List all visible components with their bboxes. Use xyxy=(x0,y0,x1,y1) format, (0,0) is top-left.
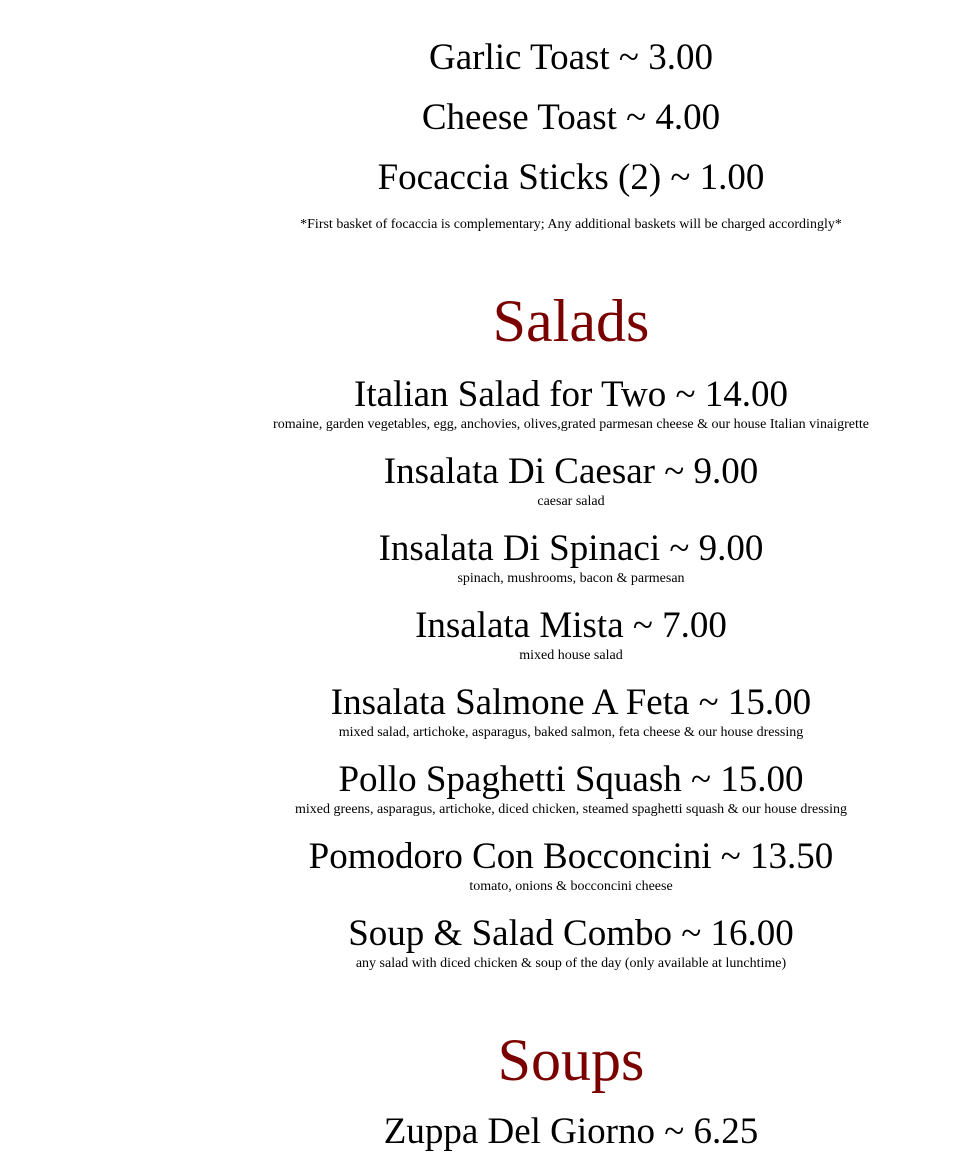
section-heading-salads: Salads xyxy=(492,288,650,354)
menu-item-description: spinach, mushrooms, bacon & parmesan xyxy=(457,571,685,586)
menu-item-description: caesar salad xyxy=(537,494,605,509)
menu-item-title: Insalata Di Spinaci ~ 9.00 xyxy=(378,528,764,569)
menu-item-description: tomato, onions & bocconcini cheese xyxy=(469,879,673,894)
menu-item-title: Cheese Toast ~ 4.00 xyxy=(421,97,721,138)
menu-item-title: Soup & Salad Combo ~ 16.00 xyxy=(348,913,794,954)
menu-item-title: Insalata Di Caesar ~ 9.00 xyxy=(383,451,759,492)
menu-item-title: Garlic Toast ~ 3.00 xyxy=(429,37,713,78)
menu-item-description: any salad with diced chicken & soup of the day (only available at lunchtime) xyxy=(355,956,787,971)
menu-item-description: mixed house salad xyxy=(519,648,623,663)
menu-item-title: Insalata Mista ~ 7.00 xyxy=(415,605,727,646)
menu-item-title: Pollo Spaghetti Squash ~ 15.00 xyxy=(338,759,804,800)
menu-item-title: Italian Salad for Two ~ 14.00 xyxy=(354,374,788,415)
menu-note: *First basket of focaccia is complementary; Any additional baskets will be charged accordingly* xyxy=(300,217,842,232)
menu-item-description: mixed salad, artichoke, asparagus, baked salmon, feta cheese & our house dressing xyxy=(338,725,804,740)
menu-item-title: Zuppa Del Giorno ~ 6.25 xyxy=(383,1111,759,1152)
section-heading-soups: Soups xyxy=(497,1027,645,1093)
menu-item-title: Insalata Salmone A Feta ~ 15.00 xyxy=(330,682,812,723)
menu-item-title: Focaccia Sticks (2) ~ 1.00 xyxy=(377,157,765,198)
menu-item-description: mixed greens, asparagus, artichoke, diced chicken, steamed spaghetti squash & our house dressing xyxy=(294,802,848,817)
menu-item-description: romaine, garden vegetables, egg, anchovies, olives,grated parmesan cheese & our house Italian vinaigrette xyxy=(273,417,869,432)
menu-column xyxy=(182,0,960,1152)
menu-item-title: Pomodoro Con Bocconcini ~ 13.50 xyxy=(308,836,834,877)
